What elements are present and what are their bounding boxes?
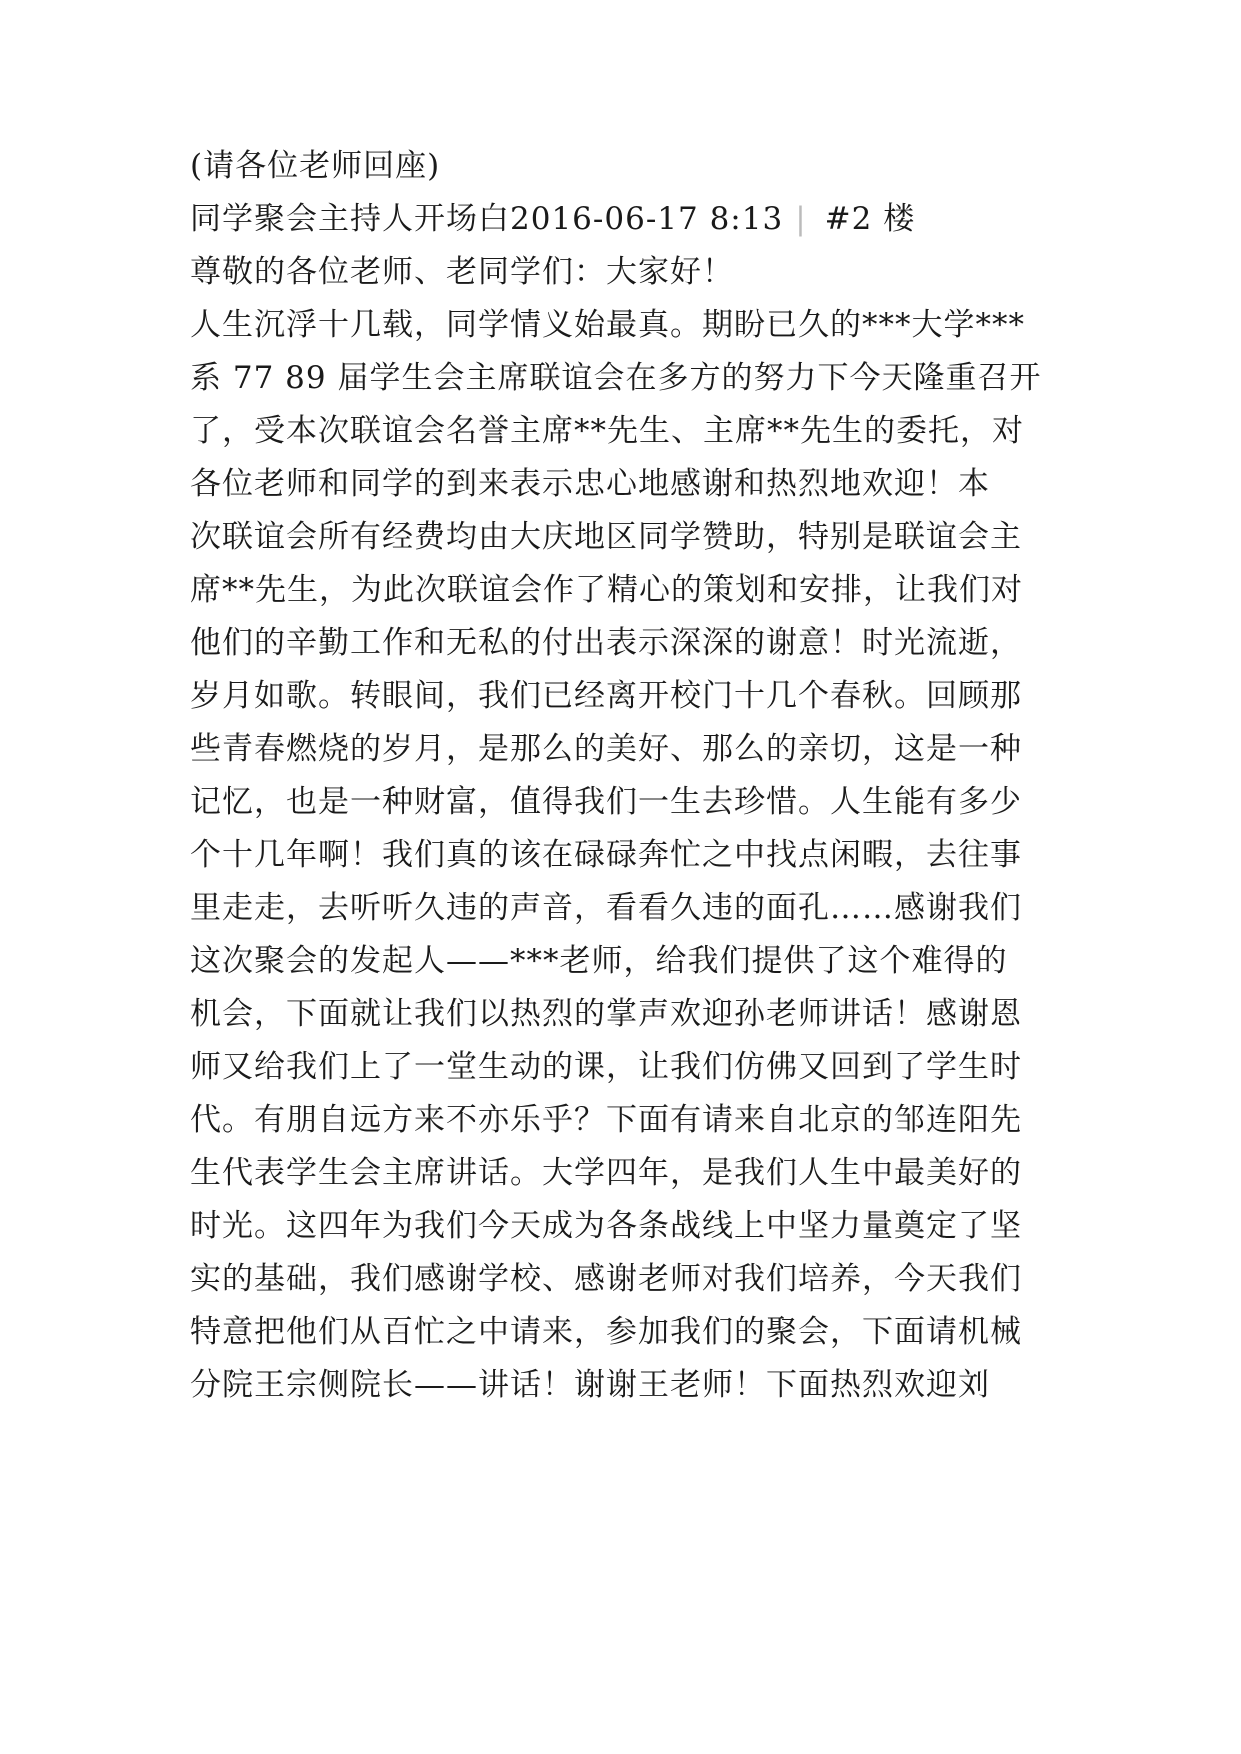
- paragraph-line: 个十几年啊！我们真的该在碌碌奔忙之中找点闲暇，去往事: [190, 837, 1022, 873]
- paragraph-line: 席**先生，为此次联谊会作了精心的策划和安排，让我们对: [190, 572, 1023, 608]
- paragraph-line: 次联谊会所有经费均由大庆地区同学赞助，特别是联谊会主: [190, 519, 1022, 555]
- paragraph-line: 各位老师和同学的到来表示忠心地感谢和热烈地欢迎！本: [190, 466, 990, 502]
- paragraph-line: 记忆，也是一种财富，值得我们一生去珍惜。人生能有多少: [190, 784, 1022, 820]
- paragraph-line: 人生沉浮十几载，同学情义始最真。期盼已久的***大学***: [190, 307, 1025, 343]
- paragraph-line: 特意把他们从百忙之中请来，参加我们的聚会，下面请机械: [190, 1314, 1022, 1350]
- post-separator: |: [795, 201, 807, 237]
- paragraph-line: 师又给我们上了一堂生动的课，让我们仿佛又回到了学生时: [190, 1049, 1022, 1085]
- paragraph-line: 实的基础，我们感谢学校、感谢老师对我们培养，今天我们: [190, 1261, 1022, 1297]
- paragraph-line: 他们的辛勤工作和无私的付出表示深深的谢意！时光流逝，: [190, 625, 1022, 661]
- paragraph-line: 些青春燃烧的岁月，是那么的美好、那么的亲切，这是一种: [190, 731, 1022, 767]
- paragraph-line: 了，受本次联谊会名誉主席**先生、主席**先生的委托，对: [190, 413, 1024, 449]
- post-datetime: 2016-06-17 8:13: [510, 201, 784, 237]
- paragraph-line: 这次聚会的发起人——***老师，给我们提供了这个难得的: [190, 943, 1008, 979]
- paragraph-line: 系 77 89 届学生会主席联谊会在多方的努力下今天隆重召开: [190, 360, 1042, 396]
- paragraph-line: 时光。这四年为我们今天成为各条战线上中坚力量奠定了坚: [190, 1208, 1022, 1244]
- greeting-line: 尊敬的各位老师、老同学们：大家好！: [190, 254, 734, 290]
- paragraph-line: 生代表学生会主席讲话。大学四年，是我们人生中最美好的: [190, 1155, 1022, 1191]
- paragraph-line: 机会，下面就让我们以热烈的掌声欢迎孙老师讲话！感谢恩: [190, 996, 1022, 1032]
- post-floor: #2 楼: [824, 201, 916, 237]
- post-title: 同学聚会主持人开场白: [190, 201, 510, 237]
- text-line-1: (请各位老师回座): [190, 148, 441, 184]
- post-header-line: [190, 199, 1090, 239]
- paragraph-line: 里走走，去听听久违的声音，看看久违的面孔……感谢我们: [190, 890, 1022, 926]
- paragraph-line: 代。有朋自远方来不亦乐乎？下面有请来自北京的邹连阳先: [190, 1102, 1022, 1138]
- paragraph-line: 岁月如歌。转眼间，我们已经离开校门十几个春秋。回顾那: [190, 678, 1022, 714]
- paragraph-line: 分院王宗侧院长——讲话！谢谢王老师！下面热烈欢迎刘: [190, 1367, 990, 1403]
